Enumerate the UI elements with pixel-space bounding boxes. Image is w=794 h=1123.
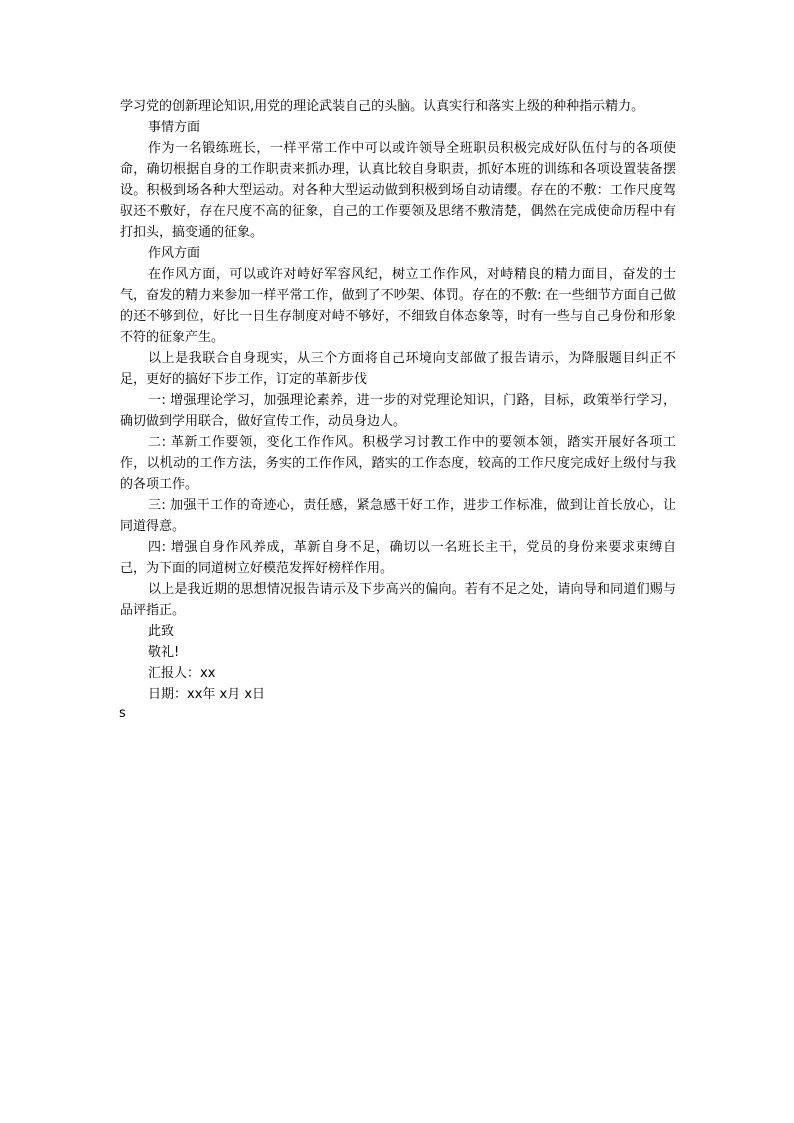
salutation-cizhi: 此致 (148, 624, 175, 639)
document-body (120, 96, 676, 705)
paragraph-summary: 以上是我联合自身现实，从三个方面将自己环境向支部做了报告请示，为降服题目纠正不足，更好的搞好下步工作，订定的革新步伐 (120, 351, 676, 387)
paragraph-intro: 学习党的创新理论知识,用党的理论武装自己的头脑。认真实行和落实上级的种种指示精力。 (120, 99, 645, 114)
paragraph-closing: 以上是我近期的思想情况报告请示及下步高兴的偏向。若有不足之处，请向导和同道们赐与品评指正。 (120, 582, 676, 618)
reporter-line: 汇报人：xx (148, 666, 216, 681)
paragraph-work: 作为一名锻练班长，一样平常工作中可以或许领导全班职员积极完成好队伍付与的各项使命，确切根据自身的工作职责来抓办理，认真比较自身职责，抓好本班的训练和各项设置装备摆设。积极到场各种大型运动。对各种大型运动做到积极到场自动请缨。存在的不敷：工作尺度驾驭还不敷好，存在尺度不高的征象，自己的工作要领及思绪不敷清楚，偶然在完成使命历程中有打扣头，搞变通的征象。 (120, 141, 676, 240)
measure-one: 一: 增强理论学习，加强理论素养，进一步的对党理论知识，门路，目标，政策举行学习，确切做到学用联合，做好宣传工作，动员身边人。 (120, 393, 676, 429)
footer-mark: s (119, 706, 126, 721)
measure-four: 四: 增强自身作风养成，革新自身不足，确切以一名班长主干，党员的身份来要求束缚自己，为下面的同道树立好模范发挥好榜样作用。 (120, 540, 676, 576)
measure-three: 三: 加强干工作的奇迹心，责任感，紧急感干好工作，进步工作标准，做到让首长放心，让同道得意。 (120, 498, 676, 534)
measure-two: 二: 革新工作要领，变化工作作风。积极学习讨教工作中的要领本领，踏实开展好各项工作，以机动的工作方法，务实的工作作风，踏实的工作态度，较高的工作尺度完成好上级付与我的各项工作。 (120, 435, 676, 492)
salutation-jingli: 敬礼! (148, 645, 180, 660)
paragraph-style: 在作风方面，可以或许对峙好军容风纪，树立工作作风，对峙精良的精力面目，奋发的士气，奋发的精力来参加一样平常工作，做到了不吵架、体罚。存在的不敷: 在一些细节方面自己做的还不够到位，好比一日生存制度对峙不够好，不细致自体态象等，时有一些与自己身份和形象不符的征象产生。 (120, 267, 676, 345)
section-heading-style: 作风方面 (148, 246, 201, 261)
section-heading-work: 事情方面 (148, 120, 201, 135)
date-line: 日期：xx年 x月 x日 (148, 687, 266, 702)
